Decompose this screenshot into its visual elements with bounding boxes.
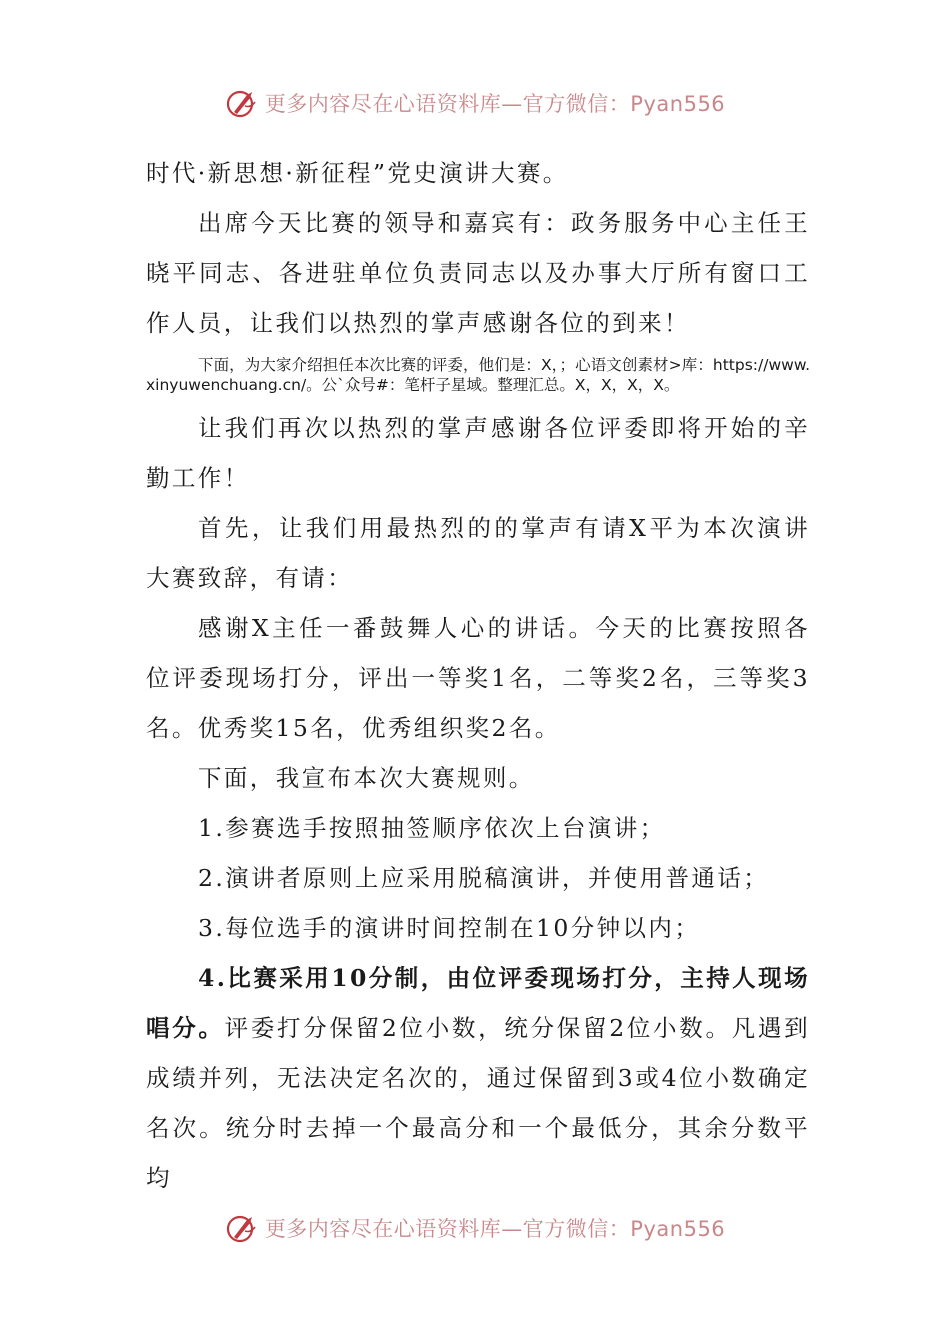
rule-4-bold: 4.比赛采用10分制，由位评委现场打分，主持人现场唱分。: [146, 964, 810, 1042]
paragraph-7: 下面，我宣布本次大赛规则。: [198, 764, 535, 792]
pen-nib-icon: [225, 86, 259, 120]
paragraph-3-text: 下面，为大家介绍担任本次比赛的评委，他们是：X，；心语文创素材>库：https://www.xinyuwenchuang.cn/。公`众号#：笔杆子星域。整理汇总。X，X，X，X。: [146, 356, 810, 394]
rule-4-rest: 评委打分保留2位小数，统分保留2位小数。凡遇到成绩并列，无法决定名次的，通过保留到3或4位小数确定名次。统分时去掉一个最高分和一个最低分，其余分数平均: [146, 1014, 810, 1192]
paragraph-3-inserted-note: [146, 355, 810, 395]
paragraph-6: 感谢X主任一番鼓舞人心的讲话。今天的比赛按照各位评委现场打分，评出一等奖1名，二等奖2名，三等奖3名。优秀奖15名，优秀组织奖2名。: [146, 614, 810, 742]
document-body: [146, 148, 810, 1203]
rule-2: 2.演讲者原则上应采用脱稿演讲，并使用普通话；: [198, 864, 770, 892]
rule-1: 1.参赛选手按照抽签顺序依次上台演讲；: [198, 814, 666, 842]
paragraph-5: 首先，让我们用最热烈的的掌声有请X平为本次演讲大赛致辞，有请：: [146, 514, 810, 592]
rule-4: [146, 953, 810, 1203]
watermark-text: 更多内容尽在心语资料库—官方微信：Pyan556: [264, 92, 726, 116]
paragraph-2: 出席今天比赛的领导和嘉宾有：政务服务中心主任王晓平同志、各进驻单位负责同志以及办事大厅所有窗口工作人员，让我们以热烈的掌声感谢各位的到来！: [146, 209, 810, 337]
paragraph-4: 让我们再次以热烈的掌声感谢各位评委即将开始的辛勤工作！: [146, 414, 810, 492]
pen-nib-icon: [225, 1211, 259, 1245]
paragraph-1: 时代·新思想·新征程”党史演讲大赛。: [146, 159, 569, 187]
header-watermark: [0, 86, 950, 120]
rule-3: 3.每位选手的演讲时间控制在10分钟以内；: [198, 914, 701, 942]
watermark-text: 更多内容尽在心语资料库—官方微信：Pyan556: [264, 1217, 726, 1241]
footer-watermark: [0, 1211, 950, 1245]
